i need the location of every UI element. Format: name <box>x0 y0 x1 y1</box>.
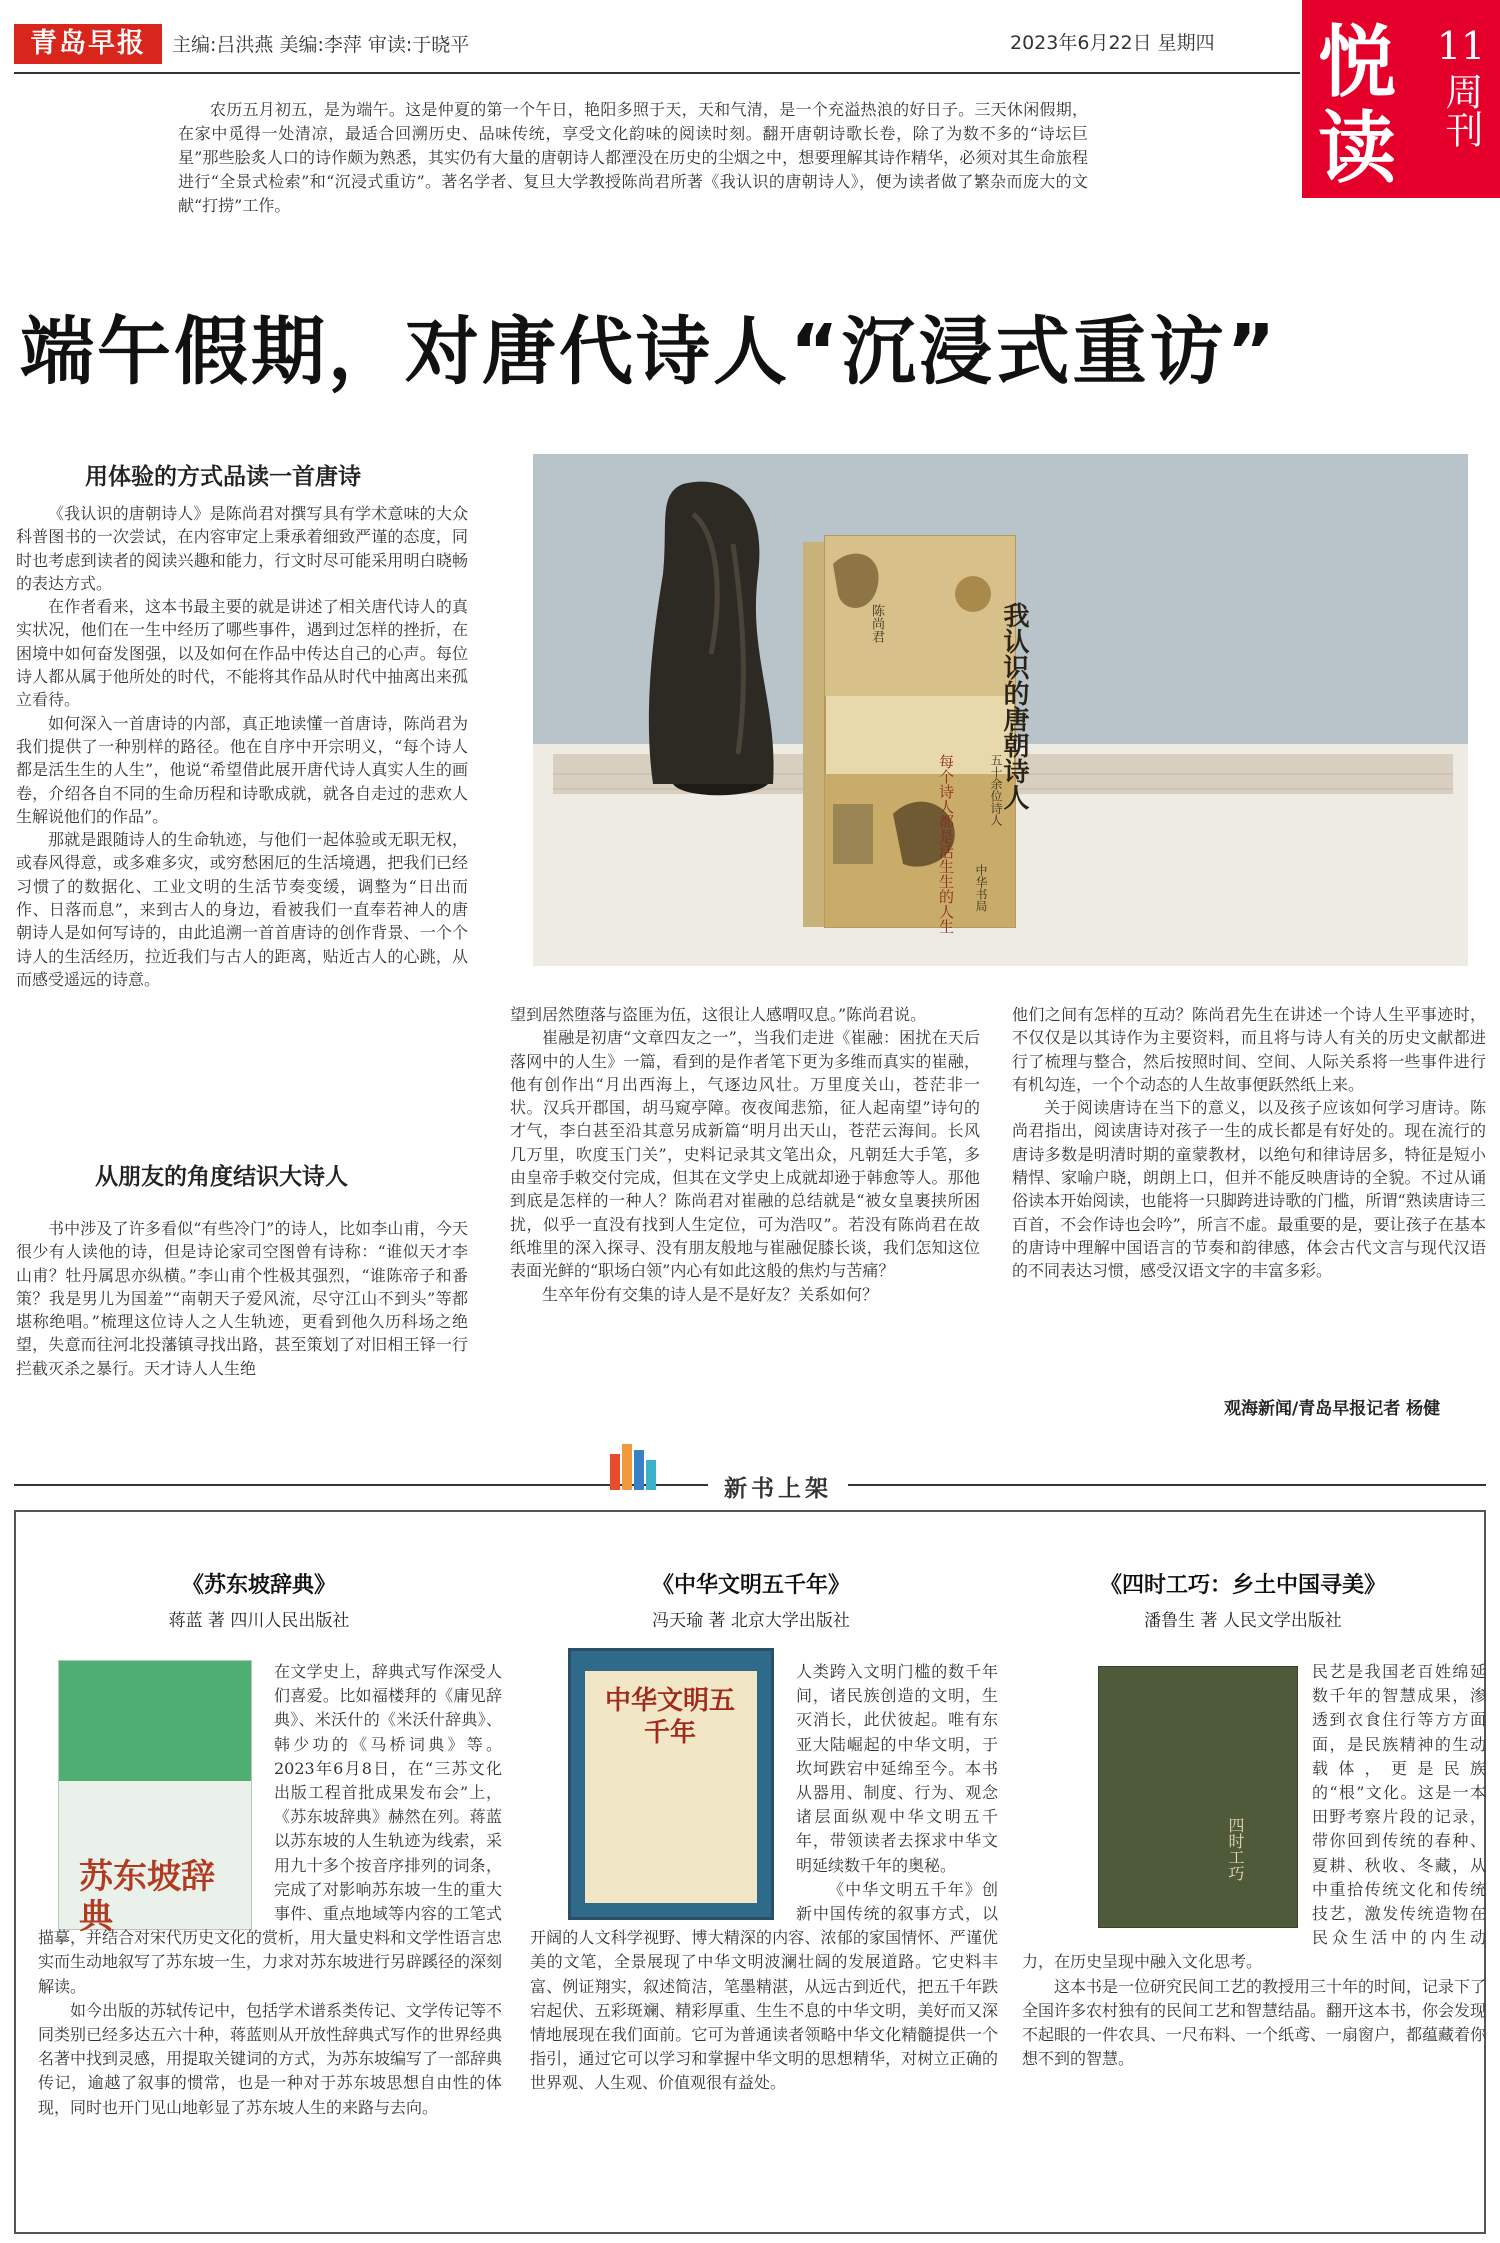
article-column-1-continued <box>16 1217 468 1380</box>
book-photo <box>533 454 1468 966</box>
paragraph: 生卒年份有交集的诗人是不是好友？关系如何？ <box>542 1284 879 1304</box>
bookshelf-icon <box>606 1440 706 1490</box>
book-description <box>1022 1660 1486 2071</box>
book-title: 《四时工巧：乡土中国寻美》 <box>1099 1573 1386 1598</box>
paragraph: 崔融是初唐“文章四友之一”，当我们走进《崔融：困扰在天后落网中的人生》一篇，看到的是作者笔下更为多维而真实的崔融，他有创作出“月出西海上，气逐边风壮。万里度关山，苍茫非一状。汉兵开郡国，胡马窥亭障。夜夜闻悲笳，征人起南望”诗句的才气，李白甚至沿其意另成新篇“明月出天山，苍茫云海间。长风几万里，吹度玉门关”，史料记录其文笔出众，凡朝廷大手笔，多由皇帝手敕交付完成，但其在文学史上成就却逊于韩愈等人。那他到底是怎样的一种人？陈尚君对崔融的总结就是“被女皇裹挟所困扰，似乎一直没有找到人生定位，可为浩叹”。若没有陈尚君在故纸堆里的深入探寻、没有朋友般地与崔融促膝长谈，我们怎知这位表面光鲜的“职场白领”内心有如此这般的焦灼与苦痛？ <box>510 1028 980 1281</box>
section-badge <box>1302 0 1500 198</box>
book-title: 《中华文明五千年》 <box>651 1573 850 1598</box>
lead-paragraph: 农历五月初五，是为端午。这是仲夏的第一个午日，艳阳多照于天，天和气清，是一个充溢热浪的好日子。三天休闲假期，在家中觅得一处清凉，最适合回溯历史、品味传统，享受文化韵味的阅读时刻。翻开唐朝诗歌长卷，除了为数不多的“诗坛巨星”那些脍炙人口的诗作颇为熟悉，其实仍有大量的唐朝诗人都湮没在历史的尘烟之中，想要理解其诗作精华，必须对其生命旅程进行“全景式检索”和“沉浸式重访”。著名学者、复旦大学教授陈尚君所著《我认识的唐朝诗人》，便为读者做了繁杂而庞大的文献“打捞”工作。 <box>178 100 1088 215</box>
paragraph: 人类跨入文明门槛的数千年间，诸民族创造的文明，生灭消长，此伏彼起。唯有东亚大陆崛起的中华文明，于坎坷跌宕中延绵至今。本书从器用、制度、行为、观念诸层面纵观中华文明五千年，带领读者去探求中华文明延续数千年的奥秘。 <box>796 1662 998 1875</box>
issue-number <box>1430 24 1492 148</box>
paragraph: 这本书是一位研究民间工艺的教授用三十年的时间，记录下了全国许多农村独有的民间工艺和智慧结晶。翻开这本书，你会发现不起眼的一件农具、一尺布料、一个纸鸢、一扇窗户，都蕴藏着你想不到的智慧。 <box>1022 1976 1487 2069</box>
paragraph: 在文学史上，辞典式写作深受人们喜爱。比如福楼拜的《庸见辞典》、米沃什的《米沃什辞典》、韩少功的《马桥词典》等。2023年6月8日，在“三苏文化出版工程首批成果发布会”上，《苏东坡辞典》赫然在列。蒋蓝以苏东坡的人生轨迹为线索，采用九十多个按音序排列的词条，完成了对影响苏东坡一生的重大事件、重点地域等内容的工笔式描摹，并结合对宋代历史文化的赏析，用大量史料和文学性语言忠实而生动地叙写了苏东坡一生，力求对苏东坡进行另辟蹊径的深刻解读。 <box>38 1662 503 1996</box>
book-description <box>530 1660 998 2096</box>
issue-number-value: 11 <box>1436 24 1486 68</box>
paragraph: 那就是跟随诗人的生命轨迹，与他们一起体验或无职无权，或春风得意，或多难多灾，或穷愁困厄的生活境遇，把我们已经习惯了的数据化、工业文明的生活节奏变缓，调整为“日出而作、日落而息”，来到古人的身边，看被我们一直奉若神人的唐朝诗人是如何写诗的，由此追溯一首首唐诗的创作背景、一个个诗人的生活经历，拉近我们与古人的距离，贴近古人的心跳，从而感受遥远的诗意。 <box>16 830 468 989</box>
cover-spacer <box>530 1660 796 1924</box>
page-headline: 端午假期，对唐代诗人“沉浸式重访” <box>20 309 1279 395</box>
newspaper-logo: 青岛早报 <box>14 24 162 64</box>
header-divider <box>14 72 1300 74</box>
paragraph: 《我认识的唐朝诗人》是陈尚君对撰写具有学术意味的大众科普图书的一次尝试，在内容审定上秉承着细致严谨的态度，同时也考虑到读者的阅读兴趣和能力，行文时尽可能采用明白晓畅的表达方式。 <box>16 504 468 593</box>
editor-credits: 主编:吕洪燕 美编:李萍 审读:于晓平 <box>172 34 470 56</box>
book-cover-slogan: 每个诗人都是活生生的人生 <box>937 754 955 934</box>
cover-spacer <box>38 1660 274 1924</box>
article-column-3 <box>1012 1003 1486 1283</box>
issue-date: 2023年6月22日 星期四 <box>1010 32 1215 54</box>
paragraph: 如何深入一首唐诗的内部，真正地读懂一首唐诗，陈尚君为我们提供了一种别样的路径。他在自序中开宗明义，“每个诗人都是活生生的人生”，他说“希望借此展开唐代诗人真实人生的画卷，介绍各自不同的生命历程和诗歌成就，就各自走过的悲欢人生解说他们的作品”。 <box>16 713 468 826</box>
section-name: 悦读 <box>1318 17 1397 194</box>
paragraph: 如今出版的苏轼传记中，包括学术谱系类传记、文学传记等不同类别已经多达五六十种，蒋蓝则从开放性辞典式写作的世界经典名著中找到灵感，用提取关键词的方式，为苏东坡编写了一部辞典传记，逾越了叙事的惯常，也是一种对于苏东坡思想自由性的体现，同时也开门见山地彰显了苏东坡人生的来路与去向。 <box>38 2000 503 2117</box>
cover-title: 中华文明五千年 <box>604 1686 735 1748</box>
book-title: 《苏东坡辞典》 <box>181 1573 336 1598</box>
issue-kind: 周刊 <box>1439 72 1483 148</box>
paragraph: 他们之间有怎样的互动？陈尚君先生在讲述一个诗人生平事迹时，不仅仅是以其诗作为主要资料，而且将与诗人有关的历史文献都进行了梳理与整合，然后按照时间、空间、人际关系将一些事件进行有机勾连，一个个动态的人生故事便跃然纸上来。 <box>1012 1005 1486 1094</box>
subhead-friendship: 从朋友的角度结识大诗人 <box>95 1164 348 1190</box>
paragraph: 在作者看来，这本书最主要的就是讲述了相关唐代诗人的真实状况，他们在一生中经历了哪些事件，遇到过怎样的挫折，在困境中如何奋发图强，以及如何在作品中传达自己的心声。每位诗人都从属于他所处的时代，不能将其作品从时代中抽离出来孤立看待。 <box>16 597 468 710</box>
cover-title: 苏东坡辞典 <box>79 1857 215 1937</box>
book-cover-publisher: 中华书局 <box>974 864 988 912</box>
book-meta: 蒋蓝 著 四川人民出版社 <box>168 1611 350 1631</box>
book-meta: 冯天瑜 著 北京大学出版社 <box>652 1611 850 1631</box>
paragraph: 书中涉及了许多看似“有些冷门”的诗人，比如李山甫，今天很少有人读他的诗，但是诗论家司空图曾有诗称：“谁似天才李山甫？牡丹属思亦纵横。”李山甫个性极其强烈，“谁陈帝子和番策？我是男儿为国羞”“南朝天子爱风流，尽守江山不到头”等都堪称绝唱。”梳理这位诗人之人生轨迹，更看到他久历科场之绝望，失意而往河北投藩镇寻找出路，甚至策划了对旧相王铎一行拦截灭杀之暴行。天才诗人人生绝 <box>16 1219 468 1378</box>
paragraph: 民艺是我国老百姓绵延数千年的智慧成果，渗透到衣食住行等方方面面，是民族精神的生动载体，更是民族的“根”文化。这是一本田野考察片段的记录，带你回到传统的春种、夏耕、秋收、冬藏，从中重拾传统文化和传统技艺，激发传统造物在民众生活中的内生动力，在历史呈现中融入文化思考。 <box>1022 1662 1486 1972</box>
subhead-experience: 用体验的方式品读一首唐诗 <box>85 464 361 490</box>
book-cover-series: 五十余位诗人 <box>989 754 1003 826</box>
paragraph: 《中华文明五千年》创新中国传统的叙事方式，以开阔的人文科学视野、博大精深的内容、浓郁的家国情怀、严谨优美的文笔，全景展现了中华文明波澜壮阔的发展道路。它史料丰富、例证翔实，叙述简洁，笔墨精湛，从远古到近代，把五千年跌宕起伏、五彩斑斓、精彩厚重、生生不息的中华文明，美好而又深情地展现在我们面前。它可为普通读者领略中华文化精髓提供一个指引，通过它可以学习和掌握中华文明的思想精华，对树立正确的世界观、人生观、价值观很有益处。 <box>530 1879 998 2093</box>
book-cover-title: 我认识的唐朝诗人 <box>999 602 1029 810</box>
cover-title: 四时工巧 <box>1226 1817 1245 1881</box>
article-column-2 <box>510 1003 980 1306</box>
book-description <box>38 1660 502 2120</box>
article-column-1 <box>16 502 468 991</box>
paragraph: 关于阅读唐诗在当下的意义，以及孩子应该如何学习唐诗。陈尚君指出，阅读唐诗对孩子一生的成长都是有好处的。现在流行的唐诗多数是明清时期的童蒙教材，以绝句和律诗居多，特征是短小精悍、家喻户晓，朗朗上口，但并不能反映唐诗的全貌。不过从诵俗读本开始阅读，也能将一只脚跨进诗歌的门槛，所谓“熟读唐诗三百首，不会作诗也会吟”，所言不虚。最重要的是，要让孩子在基本的唐诗中理解中国语言的节奏和韵律感，体会古代文言与现代汉语的不同表达习惯，感受汉语文字的丰富多彩。 <box>1012 1098 1486 1281</box>
new-books-label: 新书上架 <box>708 1470 848 1503</box>
book-cover-author: 陈尚君 <box>869 604 884 643</box>
book-meta: 潘鲁生 著 人民文学出版社 <box>1144 1611 1342 1631</box>
byline: 观海新闻/青岛早报记者 杨健 <box>1224 1399 1441 1419</box>
paragraph: 望到居然堕落与盗匪为伍，这很让人感喟叹息。”陈尚君说。 <box>510 1005 927 1024</box>
cover-spacer <box>1022 1660 1312 1930</box>
